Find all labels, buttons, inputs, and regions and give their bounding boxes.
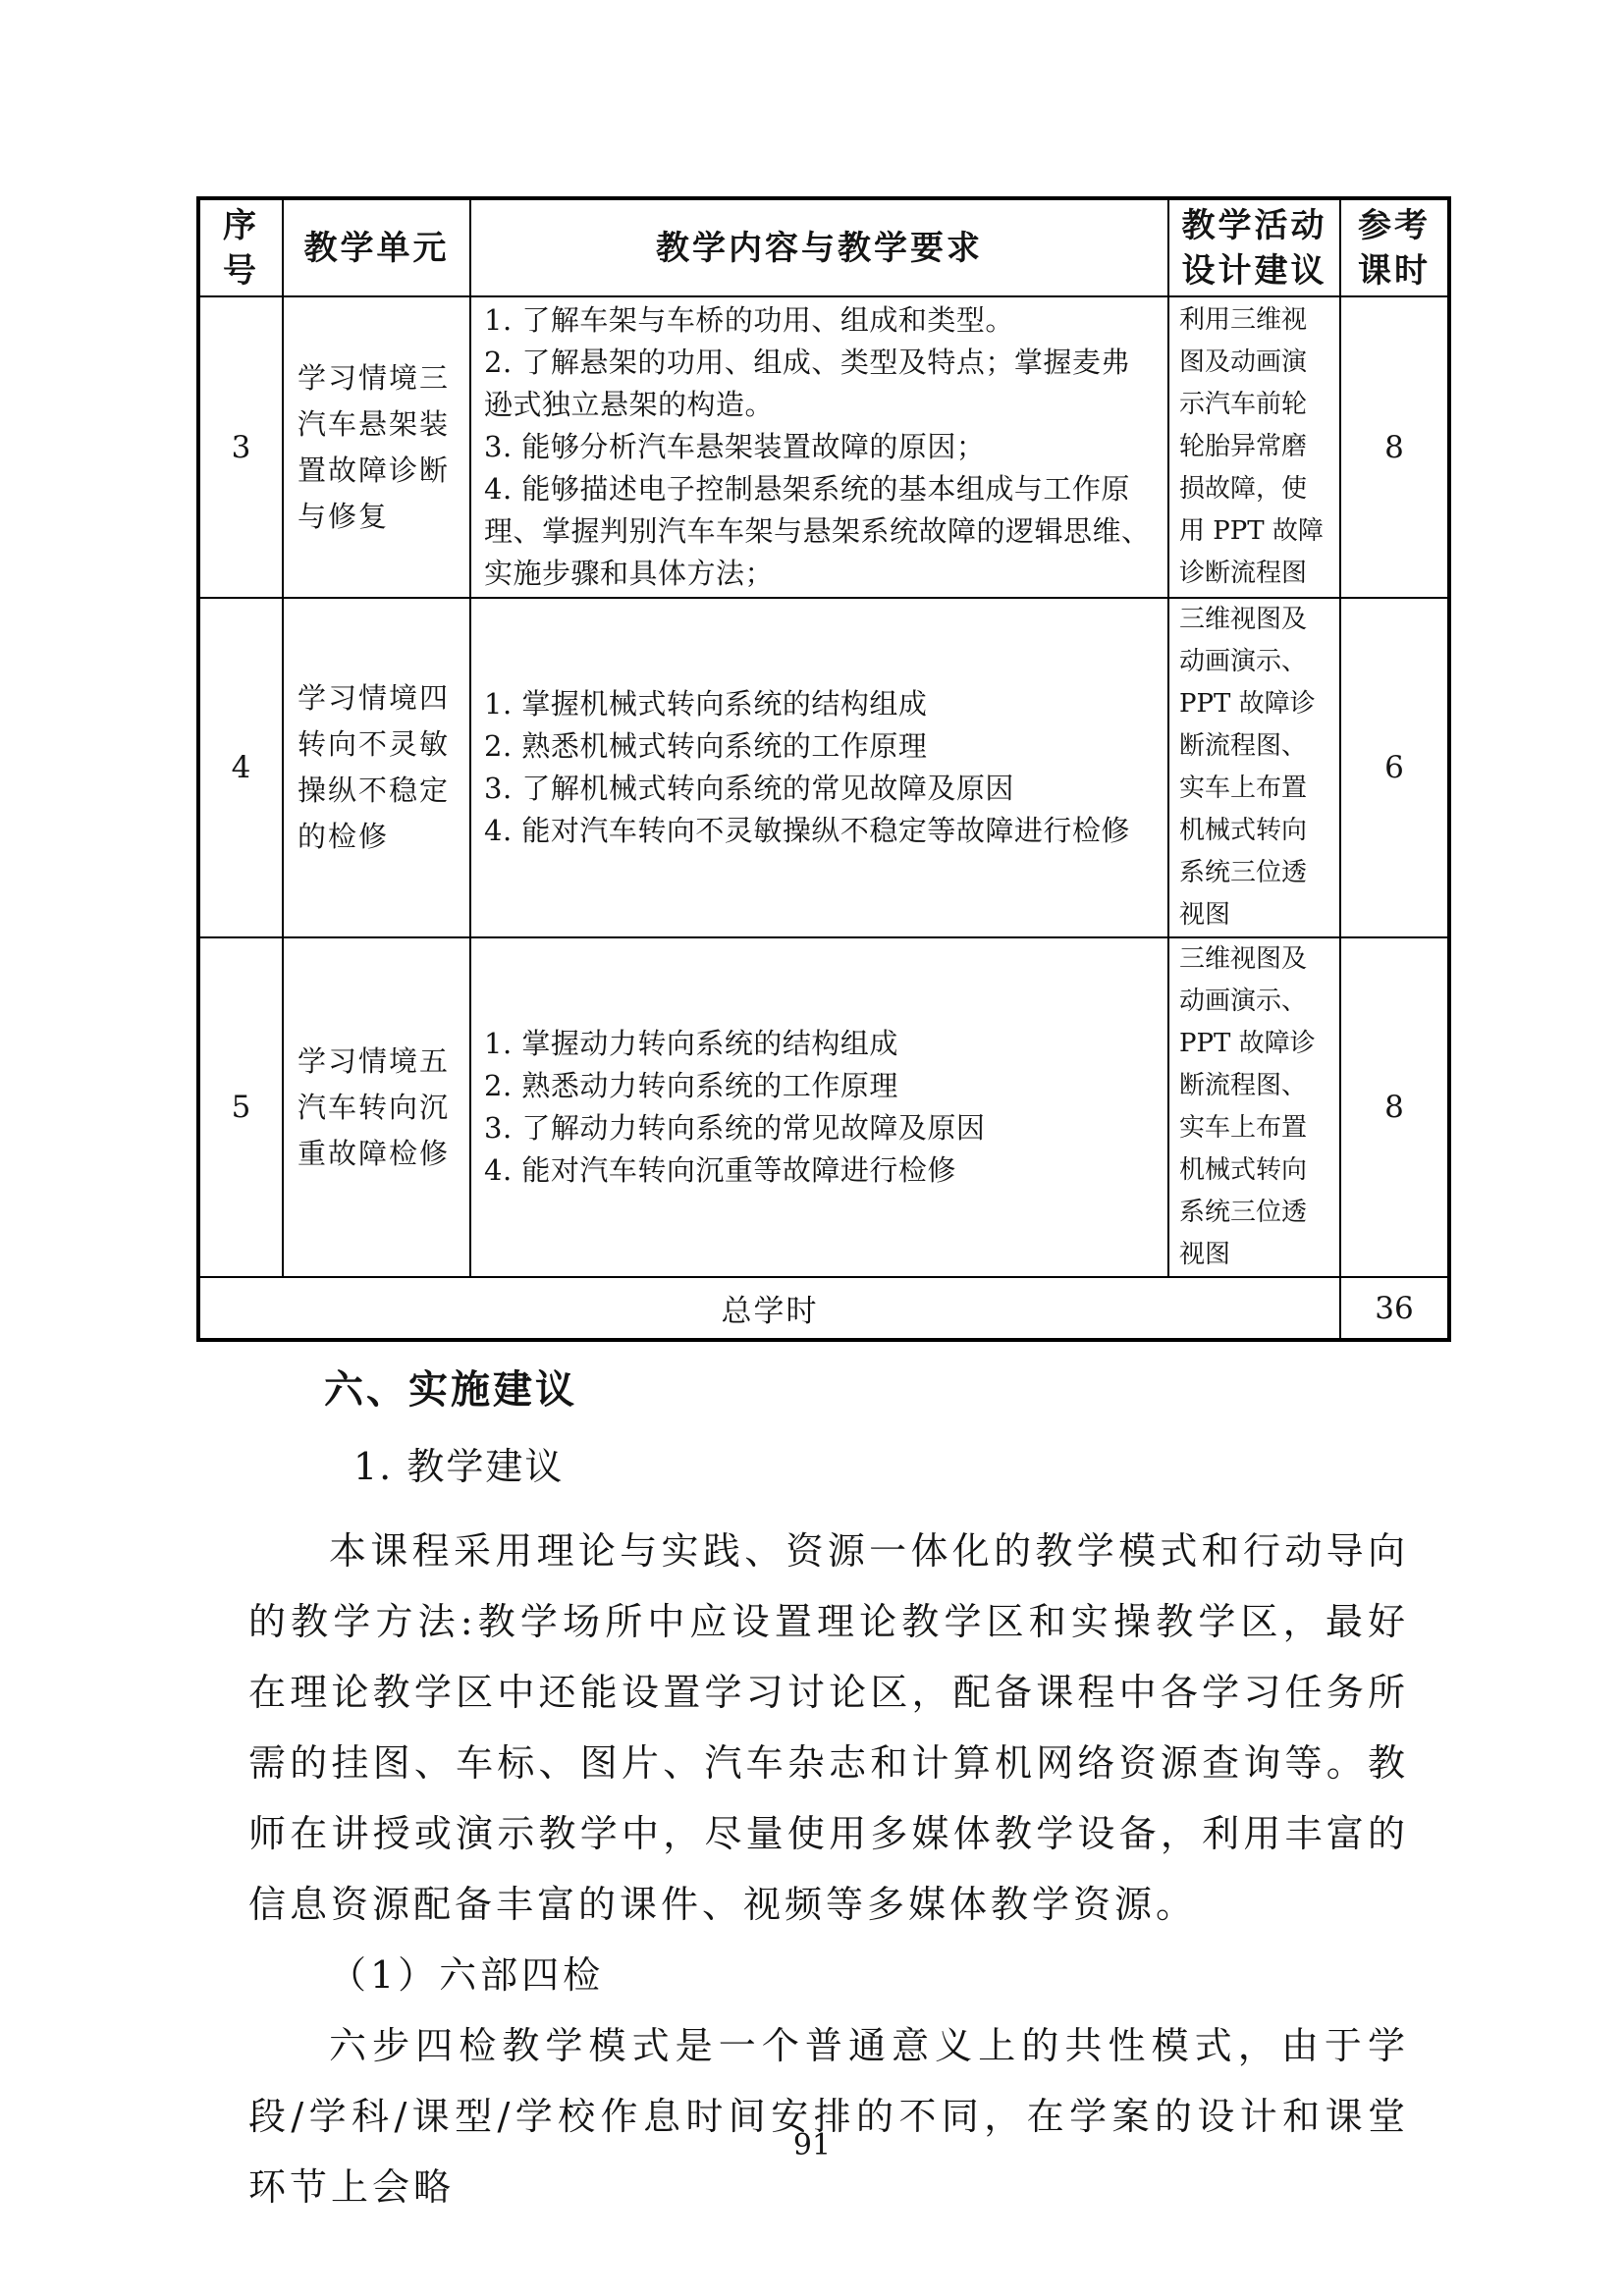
activity-cell: 三维视图及动画演示、PPT 故障诊断流程图、实车上布置机械式转向系统三位透视图 bbox=[1168, 937, 1340, 1277]
paragraph: 本课程采用理论与实践、资源一体化的教学模式和行动导向的教学方法:教学场所中应设置理论教学区和实操教学区，最好在理论教学区中还能设置学习讨论区，配备课程中各学习任务所需的挂图、车标、图片、汽车杂志和计算机网络资源查询等。教师在讲授或演示教学中，尽量使用多媒体教学设备，利用丰富的信息资源配备丰富的课件、视频等多媒体教学资源。 bbox=[248, 1529, 1409, 1926]
list-item: （1）六部四检 bbox=[329, 1953, 605, 1997]
content-item: 4. 能够描述电子控制悬架系统的基本组成与工作原理、掌握判别汽车车架与悬架系统故障的逻辑思维、实施步骤和具体方法； bbox=[484, 472, 1151, 590]
table-header-row bbox=[198, 198, 1449, 296]
table-row bbox=[198, 937, 1449, 1277]
table-row bbox=[198, 598, 1449, 937]
content-item: 2. 了解悬架的功用、组成、类型及特点；掌握麦弗逊式独立悬架的构造。 bbox=[484, 346, 1130, 421]
row-number-cell: 5 bbox=[198, 937, 283, 1277]
content-cell bbox=[470, 598, 1168, 937]
content-item: 4. 能对汽车转向沉重等故障进行检修 bbox=[484, 1153, 956, 1187]
col-header-activity: 教学活动设计建议 bbox=[1168, 198, 1340, 296]
page-number: 91 bbox=[792, 2128, 832, 2163]
activity-cell: 三维视图及动画演示、PPT 故障诊断流程图、实车上布置机械式转向系统三位透视图 bbox=[1168, 598, 1340, 937]
content-item: 3. 了解动力转向系统的常见故障及原因 bbox=[484, 1111, 986, 1145]
col-header-content: 教学内容与教学要求 bbox=[470, 198, 1168, 296]
content-item: 3. 能够分析汽车悬架装置故障的原因； bbox=[484, 430, 986, 463]
content-item: 1. 了解车架与车桥的功用、组成和类型。 bbox=[484, 303, 1014, 337]
activity-cell: 利用三维视图及动画演示汽车前轮轮胎异常磨损故障，使用 PPT 故障诊断流程图 bbox=[1168, 296, 1340, 598]
teaching-schedule-table bbox=[196, 196, 1451, 1342]
row-number-cell: 3 bbox=[198, 296, 283, 598]
unit-cell: 学习情境四转向不灵敏操纵不稳定的检修 bbox=[283, 598, 470, 937]
content-item: 1. 掌握机械式转向系统的结构组成 bbox=[484, 687, 928, 721]
paragraph: 六步四检教学模式是一个普通意义上的共性模式，由于学段/学科/课型/学校作息时间安排的不同，在学案的设计和课堂环节上会略 bbox=[248, 2024, 1409, 2209]
col-header-hours: 参考课时 bbox=[1340, 198, 1449, 296]
hours-cell: 6 bbox=[1340, 598, 1449, 937]
total-label-cell: 总学时 bbox=[198, 1277, 1340, 1340]
col-header-number: 序号 bbox=[198, 198, 283, 296]
hours-cell: 8 bbox=[1340, 296, 1449, 598]
sub-heading: 1. 教学建议 bbox=[353, 1445, 565, 1488]
content-item: 4. 能对汽车转向不灵敏操纵不稳定等故障进行检修 bbox=[484, 814, 1130, 847]
row-number-cell: 4 bbox=[198, 598, 283, 937]
content-item: 3. 了解机械式转向系统的常见故障及原因 bbox=[484, 772, 1014, 805]
table-row bbox=[198, 296, 1449, 598]
hours-cell: 8 bbox=[1340, 937, 1449, 1277]
unit-cell: 学习情境三汽车悬架装置故障诊断与修复 bbox=[283, 296, 470, 598]
content-cell bbox=[470, 937, 1168, 1277]
col-header-unit: 教学单元 bbox=[283, 198, 470, 296]
content-item: 1. 掌握动力转向系统的结构组成 bbox=[484, 1027, 898, 1060]
section-heading: 六、实施建议 bbox=[324, 1367, 577, 1413]
unit-cell: 学习情境五汽车转向沉重故障检修 bbox=[283, 937, 470, 1277]
total-row bbox=[198, 1277, 1449, 1340]
content-item: 2. 熟悉机械式转向系统的工作原理 bbox=[484, 729, 928, 763]
content-item: 2. 熟悉动力转向系统的工作原理 bbox=[484, 1069, 898, 1102]
content-cell bbox=[470, 296, 1168, 598]
body-text-block bbox=[0, 1366, 1624, 2222]
total-hours-cell: 36 bbox=[1340, 1277, 1449, 1340]
